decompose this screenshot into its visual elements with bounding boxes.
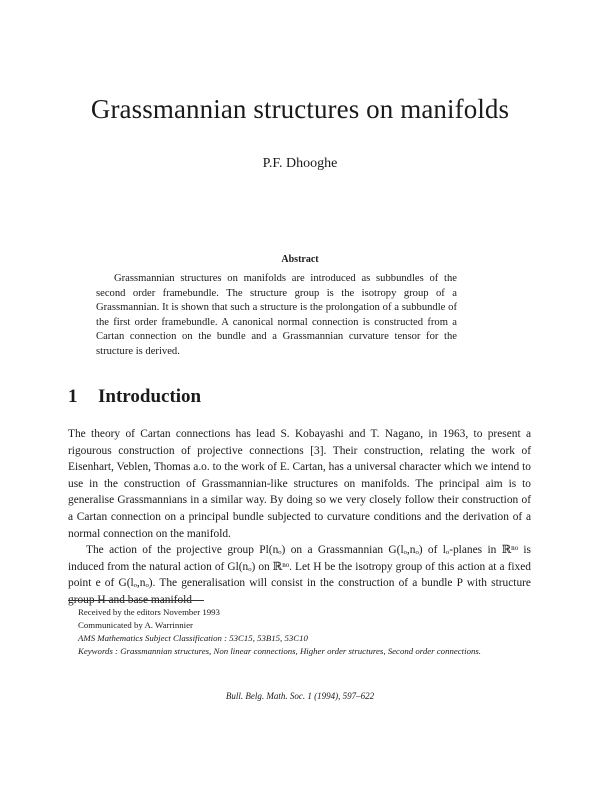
footnote-received: Received by the editors November 1993: [78, 607, 220, 617]
footnote-keywords: Keywords : Grassmannian structures, Non linear connections, Higher order structures, Second order connections.: [78, 646, 481, 656]
paper-title: Grassmannian structures on manifolds: [90, 94, 510, 124]
author-name: P.F. Dhooghe: [262, 156, 338, 171]
footnote-rule: [68, 600, 204, 601]
paragraph: The theory of Cartan connections has lead S. Kobayashi and T. Nagano, in 1963, to present a rigourous construction of projective connections [3]. Their construction, relating the work of Eisenhart, Veblen, Thomas a.o. to the work of E. Cartan, has a universal character which we intend to use in the construction of Grassmannian-like structures on manifolds. The principal aim is to generalise Grassmannians in a similar way. By doing so we very closely follow their construction of a Cartan connection on a principal bundle subjected to curvature conditions and the derivation of a normal connection on the manifold.: [68, 428, 531, 540]
abstract-heading: Abstract: [281, 254, 319, 265]
footnotes: [68, 606, 531, 658]
section-heading: [68, 386, 201, 408]
footnote-ams-classification: AMS Mathematics Subject Classification : 53C15, 53B15, 53C10: [78, 633, 308, 643]
section-number: 1: [68, 386, 78, 407]
footnote-communicated: Communicated by A. Warrinnier: [78, 620, 193, 630]
section-title: Introduction: [98, 386, 202, 407]
body-text: [68, 426, 531, 609]
journal-citation: Bull. Belg. Math. Soc. 1 (1994), 597–622: [225, 691, 375, 701]
abstract-text: Grassmannian structures on manifolds are introduced as subbundles of the second order framebundle. The structure group is the isotropy group of a Grassmannian. It is shown that such a structure is the prolongation of a subbundle of the first order framebundle. A canonical normal connection is constructed from a Cartan connection on the bundle and a Grassmannian curvature tensor for the structure is derived.: [96, 273, 457, 357]
paragraph: The action of the projective group Pl(nₒ) on a Grassmannian G(lₒ,nₒ) of lₒ-planes in ℝⁿᵒ is induced from the natural action of Gl(nₒ) on ℝⁿᵒ. Let H be the isotropy group of this action at a fixed point e of G(lₒ,nₒ). The generalisation will consist in the construction of a bundle P with structure group H and base manifold: [68, 544, 531, 606]
